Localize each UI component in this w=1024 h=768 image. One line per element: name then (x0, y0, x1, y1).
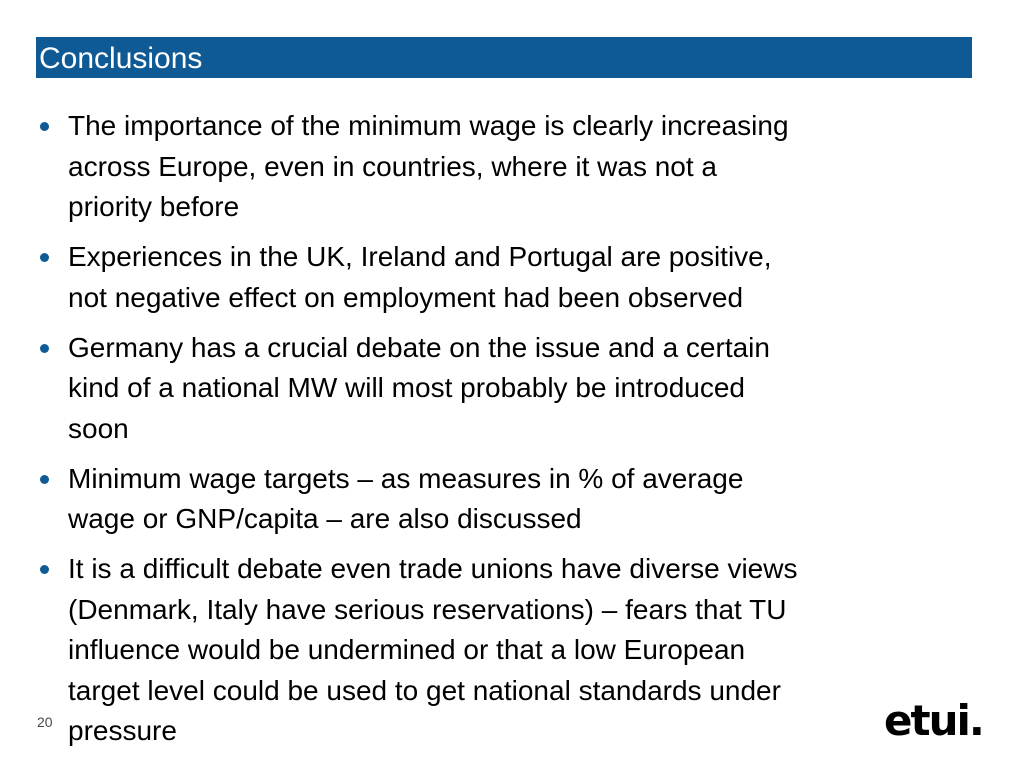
slide-title: Conclusions (39, 42, 203, 75)
bullet-dot-icon (40, 253, 49, 262)
bullet-dot-icon (40, 565, 49, 574)
bullet-line: not negative effect on employment had been observed (68, 281, 744, 313)
bullet-item (36, 549, 976, 752)
bullet-line: wage or GNP/capita – are also discussed (68, 503, 582, 534)
bullet-line: influence would be undermined or that a low European (68, 634, 746, 665)
bullet-dot-icon (40, 122, 49, 131)
bullet-line: (Denmark, Italy have serious reservations) – fears that TU (68, 593, 787, 625)
bullet-line: soon (68, 412, 129, 444)
bullet-line: Minimum wage targets – as measures in % of average (68, 462, 744, 494)
bullet-line: pressure (68, 715, 177, 746)
bullet-item (36, 459, 976, 540)
bullet-line: target level could be used to get national standards under (68, 674, 781, 706)
bullet-line: across Europe, even in countries, where it was not a (68, 150, 718, 182)
bullet-line: Experiences in the UK, Ireland and Portugal are positive, (68, 241, 772, 272)
bullet-line: priority before (68, 191, 240, 222)
page-number: 20 (37, 714, 53, 730)
bullet-line: Germany has a crucial debate on the issue and a certain (68, 331, 770, 363)
bullet-list (36, 106, 976, 761)
bullet-line: The importance of the minimum wage is clearly increasing (68, 110, 789, 141)
bullet-item (36, 237, 976, 318)
title-bar (36, 37, 972, 78)
bullet-item (36, 106, 976, 228)
etui-logo: etui. (884, 696, 983, 745)
bullet-dot-icon (40, 344, 49, 353)
bullet-item (36, 328, 976, 450)
bullet-line: It is a difficult debate even trade unions have diverse views (68, 553, 798, 584)
bullet-dot-icon (40, 475, 49, 484)
bullet-line: kind of a national MW will most probably be introduced (68, 372, 746, 403)
